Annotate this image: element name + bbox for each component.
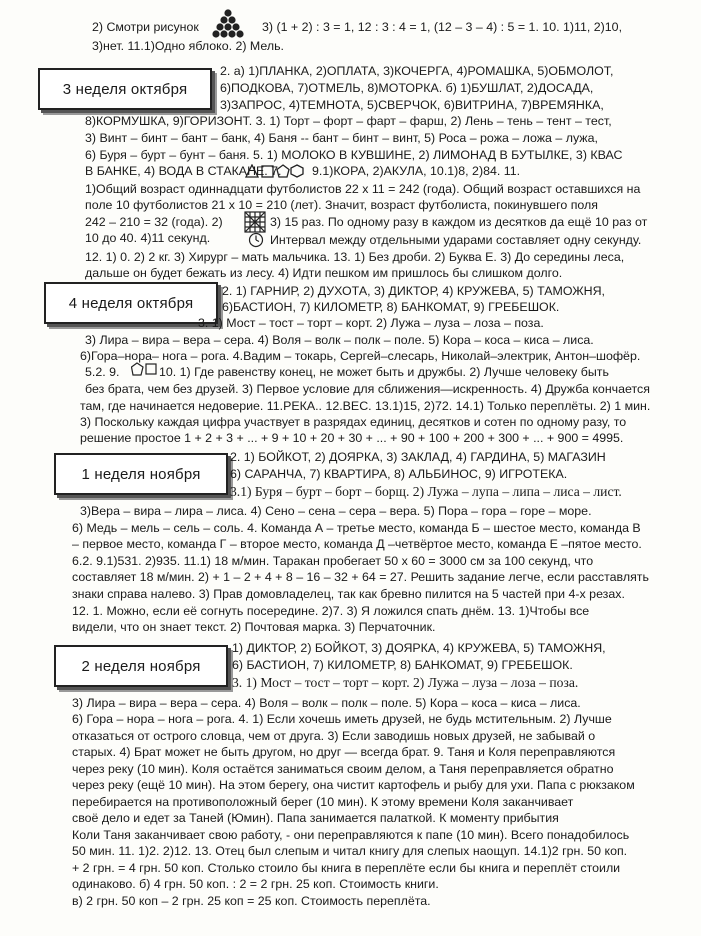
text-line: решение простое 1 + 2 + 3 + ... + 9 + 10 + 20 + 30 + ... + 90 + 100 + 200 + 300 + ... + 900 = 4995. xyxy=(80,431,624,445)
text-line: – первое место, команда Г – второе место, команда Д –четвёртое место, команда Е –пятое место. xyxy=(72,537,642,551)
week-label: 2 неделя ноября xyxy=(81,657,201,675)
text-line: 6)БАСТИОН, 7) КИЛОМЕТР, 8) БАНКОМАТ, 9) ГРЕБЕШОК. xyxy=(222,300,560,314)
week-box-oct-4 xyxy=(44,282,218,324)
text-line: 3) 15 раз. По одному разу в каждом из десятков да ещё 10 раз от xyxy=(270,215,648,229)
pentagon-square-icon xyxy=(131,362,157,376)
text-line: 6) Гора – нора – нога – рога. 4. 1) Если хочешь иметь друзей, не будь мстительным. 2) Лучше xyxy=(72,712,612,726)
text-line: 12. 1. Можно, если её согнуть посередине. 2)7. 3) Я ложился спать днём. 13. 1)Чтобы все xyxy=(72,604,590,618)
text-line: в) 2 грн. 50 коп – 2 грн. 25 коп = 25 коп. Стоимость переплёта. xyxy=(72,894,431,908)
text-line: 3.1) Буря – бурт – борт – борщ. 2) Лужа – лупа – липа – лиса – лист. xyxy=(230,484,622,499)
text-line: 3. 1) Мост – тост – торт – корт. 2) Лужа – луза – лоза – поза. xyxy=(198,316,544,330)
text-line: 2) Смотри рисунок xyxy=(92,20,199,34)
text-line: 3) (1 + 2) : 3 = 1, 12 : 3 : 4 = 1, (12 – 3 – 4) : 5 = 1. 10. 1)11, 2)10, xyxy=(262,20,623,34)
text-line: 6) БАСТИОН, 7) КИЛОМЕТР, 8) БАНКОМАТ, 9) ГРЕБЕШОК. xyxy=(232,658,573,672)
text-line: 6)Гора–нора– нога – рога. 4.Вадим – токарь, Сергей–слесарь, Николай–электрик, Антон–шофёр. xyxy=(80,349,641,363)
text-line: отказаться от острого словца, чем от друга. 3) Если заводишь новых друзей, не забывай о xyxy=(72,729,596,743)
text-line: 10. 1) Где равенству конец, не может быть и дружбы. 2) Лучше человеку быть xyxy=(159,365,609,379)
text-line: 3)нет. 11.1)Одно яблоко. 2) Мель. xyxy=(92,39,284,53)
week-box-oct-3 xyxy=(38,68,212,110)
text-line: видели, что он знает текст. 2) Почтовая марка. 3) Перчаточник. xyxy=(72,620,436,634)
text-line: 6) САРАНЧА, 7) КВАРТИРА, 8) АЛЬБИНОС, 9) ИГРОТЕКА. xyxy=(230,467,568,481)
text-line: 6.2. 9.1)531. 2)935. 11.1) 18 м/мин. Таракан пробегает 50 х 60 = 3000 см за 100 секунд, что xyxy=(72,554,594,568)
text-line: 6)ПОДКОВА, 7)ОТМЕЛЬ, 8)МОТОРКА. б) 1)БУШЛАТ, 2)ДОСАДА, xyxy=(220,81,594,95)
week-label: 3 неделя октября xyxy=(62,80,188,98)
text-line: 2. а) 1)ПЛАНКА, 2)ОПЛАТА, 3)КОЧЕРГА, 4)РОМАШКА, 5)ОБМОЛОТ, xyxy=(220,64,614,78)
text-line: 3) Лира – вира – вера – сера. 4) Воля – волк – полк – поле. 5) Кора – коса – киса – лиса. xyxy=(85,333,594,347)
text-line: Коли Таня заканчивает свою работу, - они переправляются к папе (10 мин). Всего понадобилось xyxy=(72,828,630,842)
text-line: 8)КОРМУШКА, 9)ГОРИЗОНТ. 3. 1) Торт – форт – фарт – фарш, 2) Лень – тень – тент – тест, xyxy=(85,114,612,128)
text-line: через реку (ещё 10 мин). На этом берегу, она чистит картофель и рыбу для ухи. Папа с рюкзаком xyxy=(72,778,635,792)
text-line: 1) ДИКТОР, 2) БОЙКОТ, 3) ДОЯРКА, 4) КРУЖЕВА, 5) ТАМОЖНЯ, xyxy=(232,641,606,655)
text-line: + 2 грн. = 4 грн. 50 коп. Столько стоило бы книга в переплёте если бы книга и переплёт стоили xyxy=(72,861,621,875)
text-line: 3) Лира – вира – вера – сера. 4) Воля – волк – полк – поле. 5) Кора – коса – киса – лиса. xyxy=(72,696,581,710)
text-line: 9.1)КОРА, 2)АКУЛА, 10.1)8, 2)84. 11. xyxy=(312,164,521,178)
text-line: перебирается на противоположный берег (10 мин). К этому времени Коля заканчивает xyxy=(72,795,574,809)
text-line: через реку (10 мин). Коля остаётся заниматься своим делом, а Таня переправляется обратно xyxy=(72,762,614,776)
text-line: 242 – 210 = 32 (года). 2) xyxy=(85,215,223,229)
text-line: В БАНКЕ, 4) ВОДА В СТАКАНЕ. 7. xyxy=(85,164,282,178)
text-line: Интервал между отдельными ударами составляет одну секунду. xyxy=(270,233,642,247)
text-line: знаки справа налево. 3) Прав домовладелец, так как бревно пилится на 5 частей при 4-х резах. xyxy=(72,587,625,601)
week-label: 4 неделя октября xyxy=(68,294,194,312)
text-line: 3. 1) Мост – тост – торт – корт. 2) Лужа – луза – лоза – поза. xyxy=(232,675,579,690)
text-line: 2. 1) БОЙКОТ, 2) ДОЯРКА, 3) ЗАКЛАД, 4) ГАРДИНА, 5) МАГАЗИН xyxy=(230,450,606,464)
text-line: составляет 18 м/мин. 2) + 1 – 2 + 4 + 8 – 16 – 32 + 64 = 27. Решить задание легче, если расставлять xyxy=(72,570,649,584)
text-line: 12. 1) 0. 2) 2 кг. 3) Хирург – мать мальчика. 13. 1) Без дроби. 2) Буква Е. 3) До середины леса, xyxy=(85,250,625,264)
text-line: 6) Буря – бурт – бунт – баня. 5. 1) МОЛОКО В КУВШИНЕ, 2) ЛИМОНАД В БУТЫЛКЕ, 3) КВАС xyxy=(85,148,623,162)
text-line: старых. 4) Брат может не быть другом, но друг — всегда брат. 9. Таня и Коля переправляются xyxy=(72,745,616,759)
grid-figure-icon xyxy=(244,211,266,233)
text-line: 2. 1) ГАРНИР, 2) ДУХОТА, 3) ДИКТОР, 4) КРУЖЕВА, 5) ТАМОЖНЯ, xyxy=(222,284,605,298)
ball-pyramid-icon xyxy=(209,9,247,39)
text-line: 50 мин. 11. 1)2. 2)12. 13. Отец был слепым и читал книгу для слепых наощуп. 14.1)2 грн. 50 коп. xyxy=(72,844,628,858)
text-line: 3) Винт – бинт – бант – банк, 4) Баня -- бант – бинт – винт, 5) Роса – рожа – ложа – лужа, xyxy=(85,131,598,145)
clock-icon xyxy=(244,232,268,248)
text-line: своё дело и едет за Таней (Юмин). Папа занимается палаткой. К моменту прибытия xyxy=(72,811,559,825)
text-line: поле 10 футболистов 21 х 10 = 210 (лет). Значит, возраст футболиста, покинувшего поля xyxy=(85,198,598,212)
text-line: 5.2. 9. xyxy=(85,365,120,379)
text-line: 3) Поскольку каждая цифра участвует в разрядах единиц, десятков и сотен по одному разу, то xyxy=(80,415,627,429)
text-line: без брата, чем без друзей. 3) Первое условие для сближения—искренность. 4) Дружба кончается xyxy=(85,382,650,396)
week-label: 1 неделя ноября xyxy=(81,465,201,483)
text-line: 6) Медь – мель – сель – соль. 4. Команда А – третье место, команда Б – шестое место, команда В xyxy=(72,521,641,535)
text-line: 3)Вера – вира – лира – лиса. 4) Сено – сена – сера – вера. 5) Пора – гора – горе – море. xyxy=(80,504,592,518)
text-line: 10 до 40. 4)11 секунд. xyxy=(85,231,211,245)
text-line: дальше он будет бежать из лесу. 4) Идти пешком им пришлось бы слишком долго. xyxy=(85,266,563,280)
text-line: там, где начинается недоверие. 11.РЕКА.. 12.ВЕС. 13.1)15, 2)72. 14.1) Только переплёты. 2) 1 мин. xyxy=(80,399,651,413)
text-line: 3)ЗАПРОС, 4)ТЕМНОТА, 5)СВЕРЧОК, 6)ВИТРИНА, 7)ВРЕМЯНКА, xyxy=(220,98,604,112)
text-line: одинаково. б) 4 грн. 50 коп. : 2 = 2 грн. 25 коп. Стоимость книги. xyxy=(72,877,439,891)
week-box-nov-1 xyxy=(54,453,228,495)
week-box-nov-2 xyxy=(54,645,228,687)
text-line: 1)Общий возраст одиннадцати футболистов 22 х 11 = 242 (года). Общий возраст оставшихся на xyxy=(85,182,641,196)
